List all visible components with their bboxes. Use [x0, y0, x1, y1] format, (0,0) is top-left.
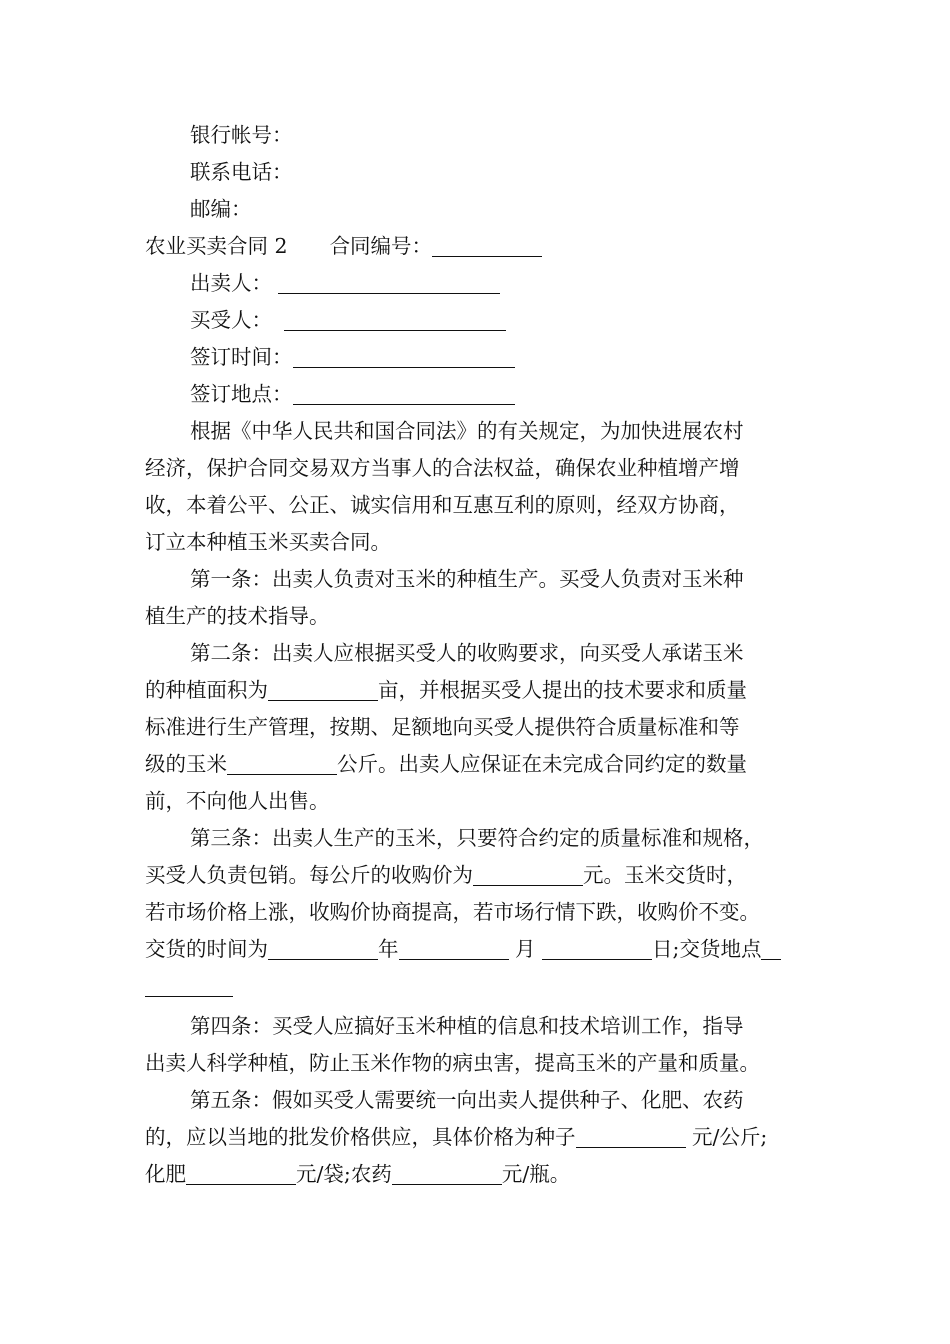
contract-number-blank: [432, 230, 542, 257]
corn-quantity-blank: [227, 748, 337, 775]
preamble-line: 根据《中华人民共和国合同法》的有关规定，为加快进展农村: [190, 419, 744, 443]
delivery-day-blank: [542, 933, 652, 960]
planting-area-blank: [268, 674, 378, 701]
article3-text: 交货的时间为: [145, 937, 268, 961]
article3-text: 买受人负责包销。每公斤的收购价为: [145, 863, 473, 887]
article2-text: 的种植面积为: [145, 678, 268, 702]
article4-line: 第四条：买受人应搞好玉米种植的信息和技术培训工作，指导: [190, 1014, 744, 1038]
article3-text: 月: [508, 937, 543, 961]
buyer-blank: [284, 304, 506, 331]
article5-text: 的，应以当地的批发价格供应，具体价格为种子: [145, 1125, 576, 1149]
delivery-month-blank: [399, 933, 509, 960]
article3-text: 日;交货地点: [652, 937, 762, 961]
preamble-line: 收，本着公平、公正、诚实信用和互惠互利的原则，经双方协商，: [145, 493, 740, 517]
delivery-place-blank-cont: [145, 970, 233, 997]
article5-text: 元/瓶。: [501, 1162, 571, 1186]
article3-text: 年: [378, 937, 399, 961]
article2-line: 前，不向他人出售。: [145, 789, 330, 813]
seed-price-blank: [576, 1121, 686, 1148]
phone-field: [190, 154, 815, 191]
bank-account-field: [190, 117, 815, 154]
article1-line: 第一条：出卖人负责对玉米的种植生产。买受人负责对玉米种: [190, 567, 744, 591]
delivery-year-blank: [268, 933, 378, 960]
article5-text: 化肥: [145, 1162, 186, 1186]
contract-title: 农业买卖合同 2: [145, 234, 288, 258]
article3-line: [145, 857, 815, 894]
article3-line: 第三条：出卖人生产的玉米，只要符合约定的质量标准和规格，: [190, 826, 764, 850]
article2-line: 第二条：出卖人应根据买受人的收购要求，向买受人承诺玉米: [190, 641, 744, 665]
article2-text: 公斤。出卖人应保证在未完成合同约定的数量: [337, 752, 747, 776]
delivery-place-blank: [761, 933, 781, 960]
article5-line: 第五条：假如买受人需要统一向出卖人提供种子、化肥、农药: [190, 1088, 744, 1112]
fertilizer-price-blank: [186, 1158, 296, 1185]
article2-text: 级的玉米: [145, 752, 227, 776]
article3-line: [145, 968, 815, 1005]
postcode-field: [190, 191, 815, 228]
sign-time-blank: [293, 341, 515, 368]
postcode-label: 邮编：: [190, 197, 252, 221]
seller-label: 出卖人：: [190, 271, 272, 295]
contract-number-label: 合同编号：: [329, 234, 433, 258]
article2-line: [145, 672, 815, 709]
article5-text: 元/袋;农药: [296, 1162, 392, 1186]
sign-place-blank: [293, 378, 515, 405]
seller-blank: [278, 267, 500, 294]
pesticide-price-blank: [392, 1158, 502, 1185]
article5-line: [145, 1156, 815, 1193]
article3-text: 元。玉米交货时，: [583, 863, 747, 887]
bank-account-label: 银行帐号：: [190, 123, 293, 147]
article2-text: 亩，并根据买受人提出的技术要求和质量: [378, 678, 747, 702]
buyer-label: 买受人：: [190, 308, 272, 332]
article1-line: 植生产的技术指导。: [145, 604, 330, 628]
sign-place-field: [190, 376, 815, 413]
preamble-line: 经济，保护合同交易双方当事人的合法权益，确保农业种植增产增: [145, 456, 740, 480]
article5-line: [145, 1119, 815, 1156]
article2-line: [145, 746, 815, 783]
contract-title-line: [145, 228, 815, 265]
article3-line: 若市场价格上涨，收购价协商提高，若市场行情下跌，收购价不变。: [145, 900, 760, 924]
sign-time-field: [190, 339, 815, 376]
purchase-price-blank: [473, 859, 583, 886]
preamble-line: 订立本种植玉米买卖合同。: [145, 530, 391, 554]
article5-text: 元/公斤;: [685, 1125, 768, 1149]
sign-time-label: 签订时间：: [190, 345, 293, 369]
buyer-field: [190, 302, 815, 339]
article2-line: 标准进行生产管理，按期、足额地向买受人提供符合质量标准和等: [145, 715, 740, 739]
seller-field: [190, 265, 815, 302]
phone-label: 联系电话：: [190, 160, 293, 184]
sign-place-label: 签订地点：: [190, 382, 293, 406]
article4-line: 出卖人科学种植，防止玉米作物的病虫害，提高玉米的产量和质量。: [145, 1051, 760, 1075]
article3-line: [145, 931, 815, 968]
